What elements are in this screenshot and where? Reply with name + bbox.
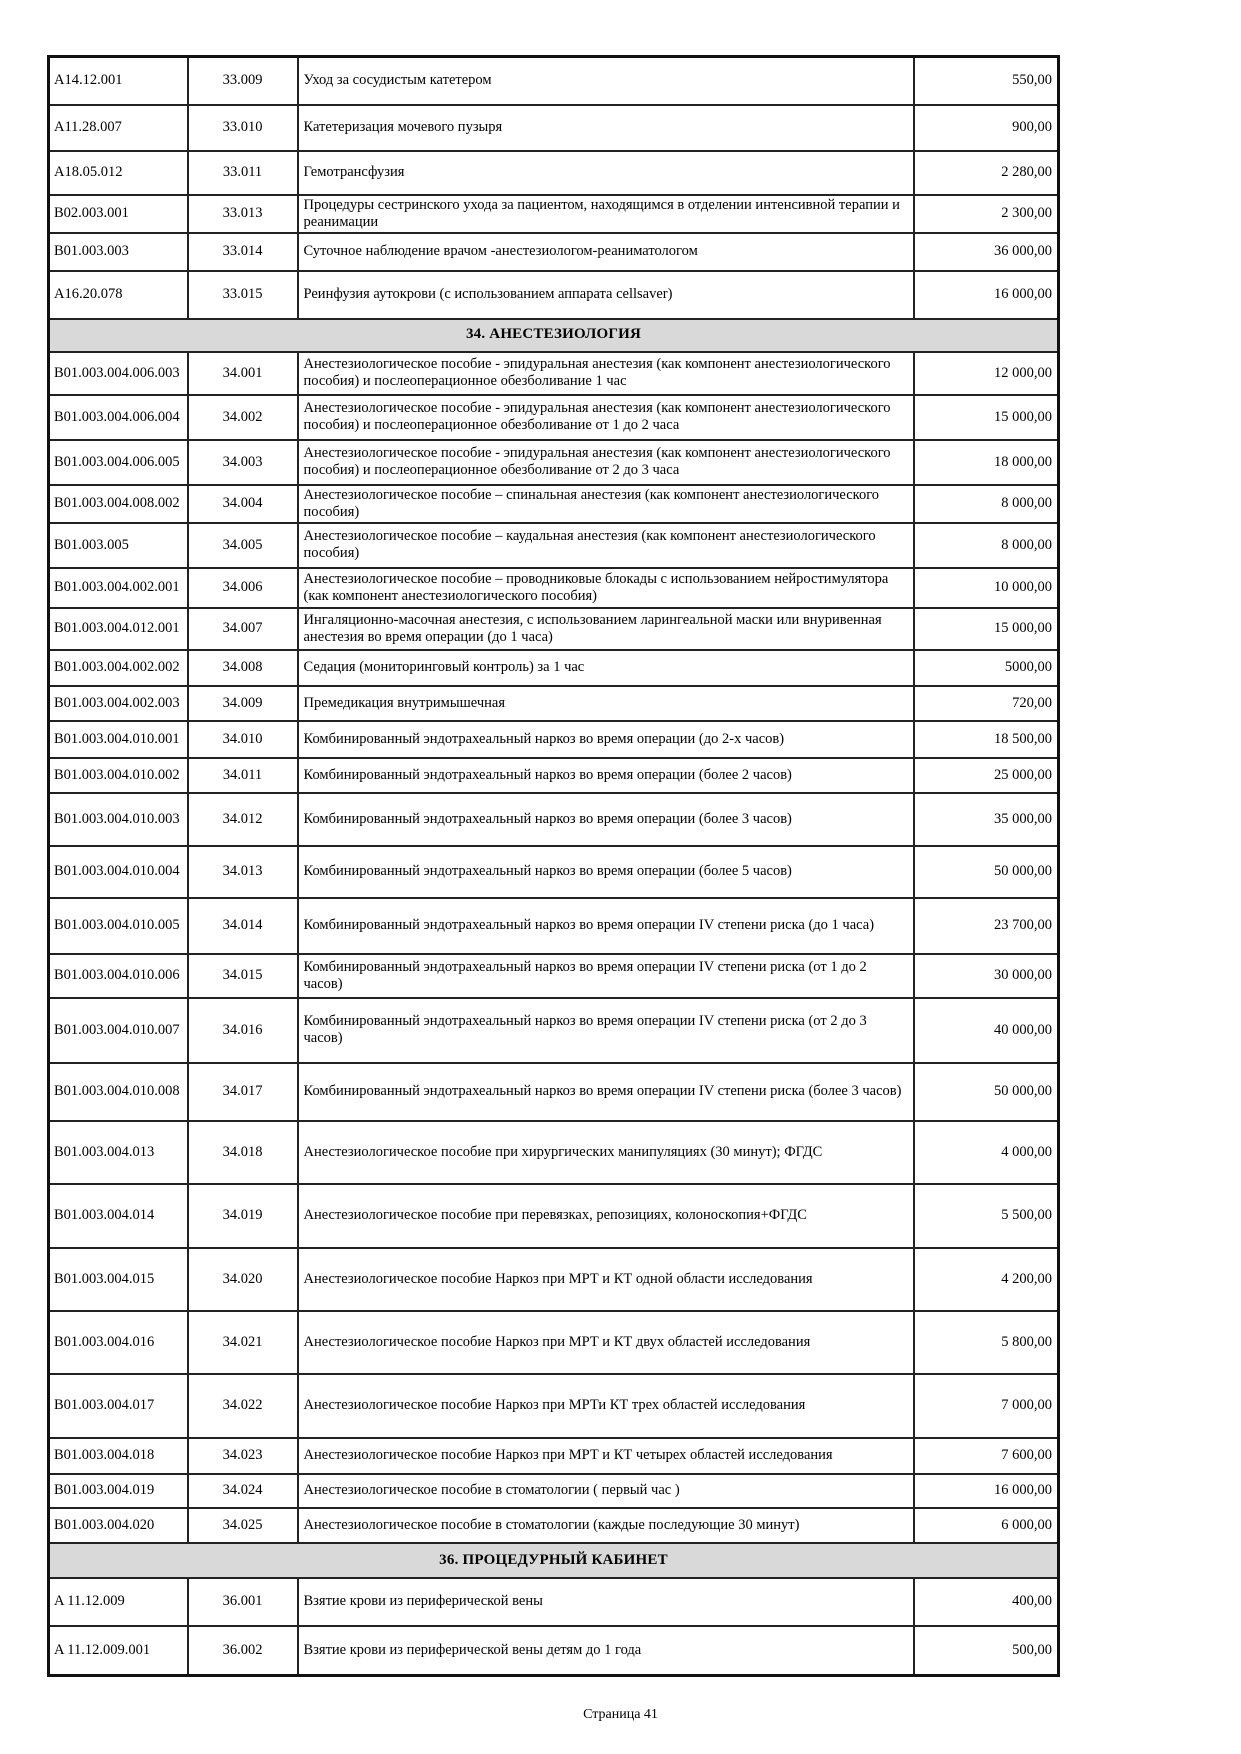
service-number: 33.009 (188, 57, 298, 105)
service-number: 34.002 (188, 395, 298, 440)
service-name: Комбинированный эндотрахеальный наркоз во время операции (более 5 часов) (298, 846, 914, 898)
service-price: 18 000,00 (914, 440, 1059, 485)
service-number: 33.011 (188, 151, 298, 195)
service-number: 34.003 (188, 440, 298, 485)
service-number: 34.014 (188, 898, 298, 954)
table-row (49, 485, 1059, 523)
service-name: Анестезиологическое пособие в стоматологии (каждые последующие 30 минут) (298, 1508, 914, 1543)
service-price: 2 300,00 (914, 195, 1059, 233)
service-price: 35 000,00 (914, 793, 1059, 846)
section-title: 36. ПРОЦЕДУРНЫЙ КАБИНЕТ (49, 1543, 1059, 1578)
service-code: B02.003.001 (49, 195, 188, 233)
table-row (49, 523, 1059, 568)
table-row (49, 1474, 1059, 1508)
service-number: 34.011 (188, 758, 298, 793)
service-number: 33.014 (188, 233, 298, 271)
service-name: Взятие крови из периферической вены детям до 1 года (298, 1626, 914, 1676)
service-name: Комбинированный эндотрахеальный наркоз во время операции IV степени риска (от 2 до 3 часов) (298, 998, 914, 1063)
service-name: Комбинированный эндотрахеальный наркоз во время операции IV степени риска (до 1 часа) (298, 898, 914, 954)
table-row (49, 1438, 1059, 1474)
service-price: 15 000,00 (914, 608, 1059, 650)
service-code: B01.003.004.010.001 (49, 721, 188, 758)
service-code: B01.003.004.010.005 (49, 898, 188, 954)
service-name: Анестезиологическое пособие при перевязках, репозициях, колоноскопия+ФГДС (298, 1184, 914, 1248)
service-name: Анестезиологическое пособие – спинальная анестезия (как компонент анестезиологического пособия) (298, 485, 914, 523)
service-name: Ингаляционно-масочная анестезия, с использованием ларингеальной маски или внуривенная анестезия во время операции (до 1 часа) (298, 608, 914, 650)
service-number: 34.004 (188, 485, 298, 523)
service-code: B01.003.004.010.007 (49, 998, 188, 1063)
service-code: B01.003.004.010.002 (49, 758, 188, 793)
service-price: 5000,00 (914, 650, 1059, 686)
service-name: Премедикация внутримышечная (298, 686, 914, 721)
table-row (49, 440, 1059, 485)
service-price: 400,00 (914, 1578, 1059, 1626)
service-name: Катетеризация мочевого пузыря (298, 105, 914, 151)
table-row (49, 998, 1059, 1063)
service-name: Анестезиологическое пособие Наркоз при МРТи КТ трех областей исследования (298, 1374, 914, 1438)
section-title: 34. АНЕСТЕЗИОЛОГИЯ (49, 319, 1059, 352)
table-row (49, 898, 1059, 954)
service-code: B01.003.004.017 (49, 1374, 188, 1438)
service-code: B01.003.004.016 (49, 1311, 188, 1374)
service-number: 33.013 (188, 195, 298, 233)
service-price: 5 800,00 (914, 1311, 1059, 1374)
section-header-row (49, 1543, 1059, 1578)
service-code: B01.003.004.006.005 (49, 440, 188, 485)
service-name: Реинфузия аутокрови (с использованием аппарата cellsaver) (298, 271, 914, 319)
table-row (49, 195, 1059, 233)
table-row (49, 1311, 1059, 1374)
service-code: A16.20.078 (49, 271, 188, 319)
service-price: 50 000,00 (914, 1063, 1059, 1121)
service-code: B01.003.004.012.001 (49, 608, 188, 650)
service-price: 12 000,00 (914, 352, 1059, 395)
service-price: 50 000,00 (914, 846, 1059, 898)
table-row (49, 686, 1059, 721)
service-name: Взятие крови из периферической вены (298, 1578, 914, 1626)
service-number: 36.002 (188, 1626, 298, 1676)
service-price: 23 700,00 (914, 898, 1059, 954)
table-row (49, 758, 1059, 793)
service-number: 33.015 (188, 271, 298, 319)
service-code: B01.003.004.002.001 (49, 568, 188, 608)
service-code: A14.12.001 (49, 57, 188, 105)
service-code: B01.003.005 (49, 523, 188, 568)
service-price: 18 500,00 (914, 721, 1059, 758)
service-number: 34.017 (188, 1063, 298, 1121)
service-price: 2 280,00 (914, 151, 1059, 195)
service-number: 34.022 (188, 1374, 298, 1438)
service-number: 34.015 (188, 954, 298, 998)
service-price: 16 000,00 (914, 1474, 1059, 1508)
table-row (49, 1508, 1059, 1543)
service-number: 34.010 (188, 721, 298, 758)
service-number: 34.007 (188, 608, 298, 650)
price-table-body (49, 57, 1059, 1676)
service-name: Комбинированный эндотрахеальный наркоз во время операции IV степени риска (от 1 до 2 часов) (298, 954, 914, 998)
service-price: 25 000,00 (914, 758, 1059, 793)
service-number: 34.008 (188, 650, 298, 686)
service-name: Анестезиологическое пособие - эпидуральная анестезия (как компонент анестезиологического пособия) и послеоперационное обезболивание от 1 до 2 часа (298, 395, 914, 440)
price-table (47, 55, 1060, 1677)
service-name: Анестезиологическое пособие Наркоз при МРТ и КТ двух областей исследования (298, 1311, 914, 1374)
service-price: 36 000,00 (914, 233, 1059, 271)
service-name: Анестезиологическое пособие - эпидуральная анестезия (как компонент анестезиологического пособия) и послеоперационное обезболивание от 2 до 3 часа (298, 440, 914, 485)
service-name: Анестезиологическое пособие - эпидуральная анестезия (как компонент анестезиологического пособия) и послеоперационное обезболивание 1 час (298, 352, 914, 395)
service-price: 30 000,00 (914, 954, 1059, 998)
service-price: 550,00 (914, 57, 1059, 105)
service-price: 900,00 (914, 105, 1059, 151)
service-price: 8 000,00 (914, 485, 1059, 523)
table-row (49, 793, 1059, 846)
table-row (49, 1121, 1059, 1184)
section-header-row (49, 319, 1059, 352)
service-number: 34.024 (188, 1474, 298, 1508)
service-code: B01.003.004.002.003 (49, 686, 188, 721)
service-price: 5 500,00 (914, 1184, 1059, 1248)
table-row (49, 271, 1059, 319)
service-code: B01.003.004.010.008 (49, 1063, 188, 1121)
table-row (49, 650, 1059, 686)
service-name: Анестезиологическое пособие Наркоз при МРТ и КТ одной области исследования (298, 1248, 914, 1311)
service-name: Седация (мониторинговый контроль) за 1 час (298, 650, 914, 686)
service-name: Анестезиологическое пособие – каудальная анестезия (как компонент анестезиологического пособия) (298, 523, 914, 568)
table-row (49, 1184, 1059, 1248)
service-code: B01.003.004.010.004 (49, 846, 188, 898)
service-price: 4 200,00 (914, 1248, 1059, 1311)
service-price: 6 000,00 (914, 1508, 1059, 1543)
service-name: Процедуры сестринского ухода за пациентом, находящимся в отделении интенсивной терапии и реанимации (298, 195, 914, 233)
service-code: B01.003.004.010.003 (49, 793, 188, 846)
table-row (49, 846, 1059, 898)
service-number: 34.013 (188, 846, 298, 898)
table-row (49, 1248, 1059, 1311)
service-code: B01.003.004.006.003 (49, 352, 188, 395)
table-row (49, 608, 1059, 650)
service-code: B01.003.004.002.002 (49, 650, 188, 686)
service-price: 4 000,00 (914, 1121, 1059, 1184)
service-code: B01.003.004.010.006 (49, 954, 188, 998)
service-number: 34.016 (188, 998, 298, 1063)
service-price: 10 000,00 (914, 568, 1059, 608)
service-number: 34.019 (188, 1184, 298, 1248)
table-row (49, 1626, 1059, 1676)
service-name: Уход за сосудистым катетером (298, 57, 914, 105)
service-number: 34.009 (188, 686, 298, 721)
service-name: Анестезиологическое пособие при хирургических манипуляциях (30 минут); ФГДС (298, 1121, 914, 1184)
service-name: Суточное наблюдение врачом -анестезиологом-реаниматологом (298, 233, 914, 271)
service-name: Анестезиологическое пособие в стоматологии ( первый час ) (298, 1474, 914, 1508)
service-number: 34.006 (188, 568, 298, 608)
table-row (49, 395, 1059, 440)
service-name: Комбинированный эндотрахеальный наркоз во время операции (до 2-х часов) (298, 721, 914, 758)
service-number: 34.023 (188, 1438, 298, 1474)
service-code: A 11.12.009.001 (49, 1626, 188, 1676)
service-name: Комбинированный эндотрахеальный наркоз во время операции (более 3 часов) (298, 793, 914, 846)
service-price: 7 600,00 (914, 1438, 1059, 1474)
table-row (49, 105, 1059, 151)
service-code: B01.003.004.006.004 (49, 395, 188, 440)
service-price: 500,00 (914, 1626, 1059, 1676)
service-code: B01.003.004.015 (49, 1248, 188, 1311)
table-row (49, 954, 1059, 998)
service-price: 15 000,00 (914, 395, 1059, 440)
service-code: B01.003.004.020 (49, 1508, 188, 1543)
service-code: A11.28.007 (49, 105, 188, 151)
table-row (49, 1374, 1059, 1438)
service-name: Комбинированный эндотрахеальный наркоз во время операции IV степени риска (более 3 часов) (298, 1063, 914, 1121)
service-number: 34.025 (188, 1508, 298, 1543)
service-code: B01.003.004.019 (49, 1474, 188, 1508)
service-number: 34.021 (188, 1311, 298, 1374)
service-name: Анестезиологическое пособие – проводниковые блокады с использованием нейростимулятора (как компонент анестезиологического пособия) (298, 568, 914, 608)
service-code: B01.003.004.013 (49, 1121, 188, 1184)
service-code: A18.05.012 (49, 151, 188, 195)
service-price: 8 000,00 (914, 523, 1059, 568)
service-number: 36.001 (188, 1578, 298, 1626)
service-name: Анестезиологическое пособие Наркоз при МРТ и КТ четырех областей исследования (298, 1438, 914, 1474)
service-number: 34.001 (188, 352, 298, 395)
table-row (49, 721, 1059, 758)
table-row (49, 352, 1059, 395)
service-code: B01.003.004.008.002 (49, 485, 188, 523)
service-name: Гемотрансфузия (298, 151, 914, 195)
service-number: 34.005 (188, 523, 298, 568)
page-number: Страница 41 (583, 1707, 658, 1723)
service-code: B01.003.004.014 (49, 1184, 188, 1248)
service-name: Комбинированный эндотрахеальный наркоз во время операции (более 2 часов) (298, 758, 914, 793)
service-price: 16 000,00 (914, 271, 1059, 319)
service-price: 7 000,00 (914, 1374, 1059, 1438)
service-price: 720,00 (914, 686, 1059, 721)
service-price: 40 000,00 (914, 998, 1059, 1063)
table-row (49, 57, 1059, 105)
service-number: 34.012 (188, 793, 298, 846)
service-code: A 11.12.009 (49, 1578, 188, 1626)
service-number: 33.010 (188, 105, 298, 151)
service-code: B01.003.004.018 (49, 1438, 188, 1474)
service-number: 34.018 (188, 1121, 298, 1184)
table-row (49, 568, 1059, 608)
table-row (49, 151, 1059, 195)
table-row (49, 1063, 1059, 1121)
table-row (49, 1578, 1059, 1626)
service-number: 34.020 (188, 1248, 298, 1311)
service-code: B01.003.003 (49, 233, 188, 271)
table-row (49, 233, 1059, 271)
